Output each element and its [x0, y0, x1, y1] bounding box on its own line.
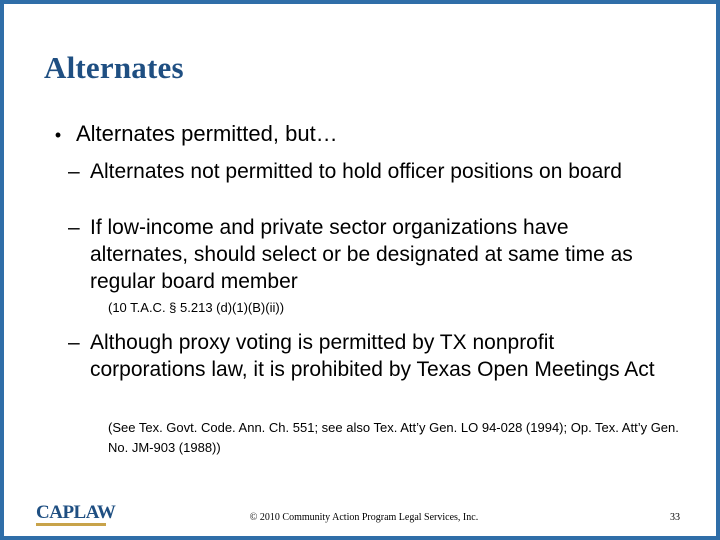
- dash-icon: –: [68, 216, 80, 239]
- bullet-item: [40, 120, 680, 149]
- copyright-text: © 2010 Community Action Program Legal Services, Inc.: [249, 512, 479, 523]
- sub-item-text: If low-income and private sector organizations have alternates, should select or be designated at same time as regular board member: [90, 216, 633, 293]
- dash-icon: –: [68, 331, 80, 354]
- dash-icon: –: [68, 160, 80, 183]
- logo-text: CAPLAW: [36, 502, 116, 523]
- logo-underline: [36, 523, 106, 526]
- citation-tac: (10 T.A.C. § 5.213 (d)(1)(B)(ii)): [108, 300, 285, 315]
- citation-govt-code: (See Tex. Govt. Code. Ann. Ch. 551; see also Tex. Att’y Gen. LO 94-028 (1994); Op. Tex. Att’y Gen. No. JM-903 (1988)): [108, 420, 679, 455]
- sub-item-officer-positions: [68, 158, 670, 185]
- sub-item-low-income: [68, 214, 670, 295]
- bullet-icon: •: [54, 125, 62, 145]
- sub-item-proxy-voting: [68, 329, 670, 383]
- bullet-text: Alternates permitted, but…: [76, 121, 338, 146]
- slide-title: Alternates: [44, 50, 184, 85]
- sub-item-text: Alternates not permitted to hold officer positions on board: [90, 160, 622, 183]
- page-number: 33: [670, 512, 680, 523]
- sub-item-text: Although proxy voting is permitted by TX nonprofit corporations law, it is prohibited by Texas Open Meetings Act: [90, 331, 655, 381]
